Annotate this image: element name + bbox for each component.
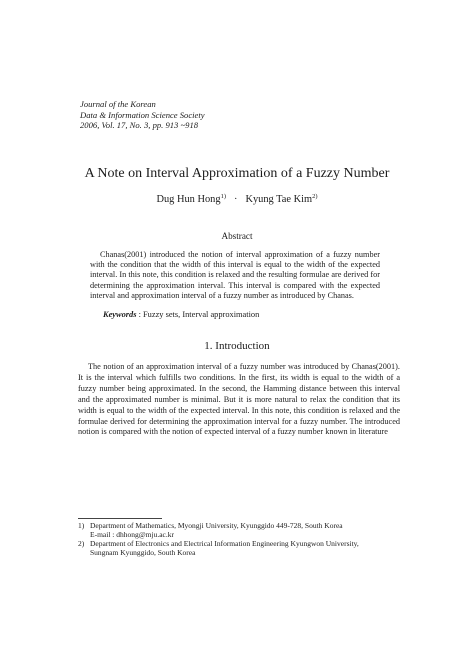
footnote xyxy=(78,522,408,540)
footnote-text xyxy=(90,540,408,558)
author-separator: · xyxy=(233,194,238,205)
author-line xyxy=(0,193,474,205)
abstract-paragraph: Chanas(2001) introduced the notion of interval approximation of a fuzzy number with the condition that the width of this interval is equal to the width of the expected interval. In this note, this condition is relaxed and the resulting formulae are derived for determining the approximation interval. This interval is compared with the expected interval and approximation interval of a fuzzy number as introduced by Chanas. xyxy=(90,250,380,300)
author-name: Kyung Tae Kim xyxy=(245,194,313,205)
journal-volume-pages: 2006, Vol. 17, No. 3, pp. 913 ~918 xyxy=(80,120,199,131)
abstract-heading: Abstract xyxy=(221,231,253,241)
introduction-paragraph: The notion of an approximation interval of a fuzzy number was introduced by Chanas(2001). It is the interval which fulfills two conditions. In the first, its width is equal to the width of a fuzzy number being approximated. In the second, the Hamming distance between this interval and the approximated number is minimal. But it is more natural to relax the condition that its width is equal to the width of the expected interval. In this note, this condition is relaxed and the formulae derived for determining the approximation interval for a fuzzy number. The introduced notion is compared with the notion of expected interval of a fuzzy number known in literature xyxy=(78,362,400,437)
keywords-label: Keywords xyxy=(103,310,137,319)
footnote-marker: 2) xyxy=(312,193,318,200)
journal-citation xyxy=(80,99,205,131)
footnote-marker: 1) xyxy=(220,193,226,200)
footnote-text xyxy=(90,522,408,540)
footnote-email: E-mail : dhhong@mju.ac.kr xyxy=(90,529,174,539)
footnote-divider xyxy=(78,518,162,519)
footnotes xyxy=(78,522,408,558)
journal-name-line2: Data & Information Science Society xyxy=(80,109,205,120)
footnote-affiliation: Department of Mathematics, Myongji University, Kyunggido 449-728, South Korea xyxy=(90,521,343,530)
footnote-number: 2) xyxy=(78,538,85,548)
author-name: Dug Hun Hong xyxy=(156,194,221,205)
journal-name-line1: Journal of the Korean xyxy=(80,99,156,109)
paper-title: A Note on Interval Approximation of a Fuzzy Number xyxy=(84,166,390,181)
footnote xyxy=(78,540,408,558)
keywords-text: : Fuzzy sets, Interval approximation xyxy=(136,310,260,319)
footnote-number: 1) xyxy=(78,521,85,530)
introduction-body xyxy=(78,362,400,438)
section-heading: 1. Introduction xyxy=(204,340,270,352)
keywords-line xyxy=(103,310,259,319)
abstract-body xyxy=(90,250,380,301)
footnote-address: Sungnam Kyunggido, South Korea xyxy=(90,547,196,557)
footnote-affiliation: Department of Electronics and Electrical Information Engineering Kyungwon University, xyxy=(90,538,359,548)
